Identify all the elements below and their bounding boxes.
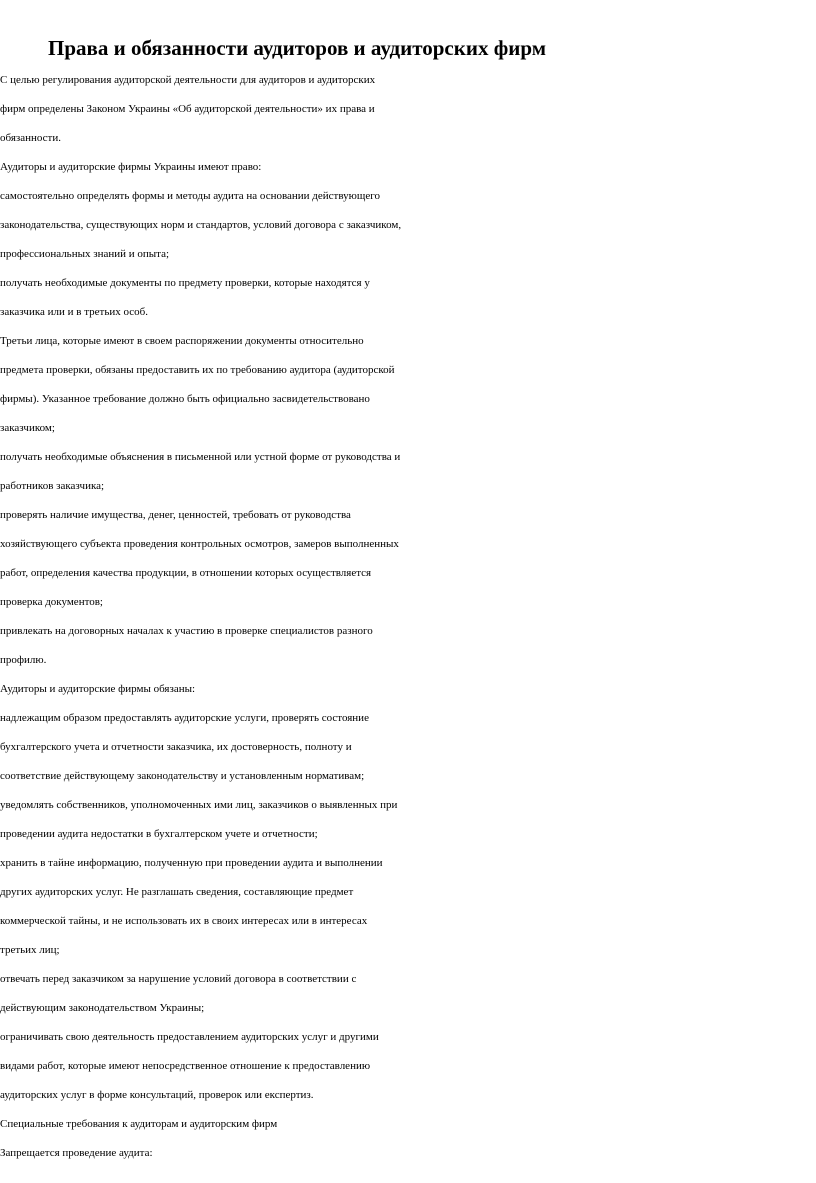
text-line: самостоятельно определять формы и методы аудита на основании действующего: [0, 190, 380, 202]
text-line: профессиональных знаний и опыта;: [0, 248, 170, 260]
text-line: надлежащим образом предоставлять аудиторские услуги, проверять состояние: [0, 712, 369, 724]
text-line: фирмы). Указанное требование должно быть официально засвидетельствовано: [0, 393, 370, 405]
text-line: Специальные требования к аудиторам и аудиторским фирм: [0, 1118, 278, 1130]
text-line: ограничивать свою деятельность предоставлением аудиторских услуг и другими: [0, 1031, 379, 1043]
text-line: фирм определены Законом Украины «Об аудиторской деятельности» их права и: [0, 103, 375, 115]
text-line: получать необходимые документы по предмету проверки, которые находятся у: [0, 277, 370, 289]
text-line: работ, определения качества продукции, в отношении которых осуществляется: [0, 567, 372, 579]
text-line: Аудиторы и аудиторские фирмы Украины имеют право:: [0, 161, 262, 173]
text-line: аудиторских услуг в форме консультаций, проверок или експертиз.: [0, 1089, 314, 1101]
text-line: видами работ, которые имеют непосредственное отношение к предоставлению: [0, 1060, 371, 1072]
text-line: проверка документов;: [0, 596, 103, 608]
text-line: привлекать на договорных началах к участию в проверке специалистов разного: [0, 625, 373, 637]
text-line: обязанности.: [0, 132, 61, 144]
text-line: действующим законодательством Украины;: [0, 1002, 205, 1014]
document-title: Права и обязанности аудиторов и аудиторских фирм: [48, 36, 547, 60]
text-line: работников заказчика;: [0, 480, 105, 492]
text-line: заказчика или и в третьих особ.: [0, 306, 149, 318]
text-line: получать необходимые объяснения в письменной или устной форме от руководства и: [0, 451, 401, 463]
text-line: коммерческой тайны, и не использовать их в своих интересах или в интересах: [0, 915, 368, 927]
text-line: хранить в тайне информацию, полученную при проведении аудита и выполнении: [0, 857, 383, 869]
text-line: Аудиторы и аудиторские фирмы обязаны:: [0, 683, 196, 695]
text-line: третьих лиц;: [0, 944, 60, 956]
text-line: заказчиком;: [0, 422, 55, 434]
text-line: проведении аудита недостатки в бухгалтерском учете и отчетности;: [0, 828, 318, 840]
text-line: хозяйствующего субъекта проведения контрольных осмотров, замеров выполненных: [0, 538, 399, 550]
document-body: [0, 66, 816, 1168]
text-line: Третьи лица, которые имеют в своем распоряжении документы относительно: [0, 335, 364, 347]
text-line: бухгалтерского учета и отчетности заказчика, их достоверность, полноту и: [0, 741, 352, 753]
text-line: других аудиторских услуг. Не разглашать сведения, составляющие предмет: [0, 886, 354, 898]
text-line: Запрещается проведение аудита:: [0, 1147, 153, 1159]
text-line: соответствие действующему законодательству и установленным нормативам;: [0, 770, 365, 782]
text-line: проверять наличие имущества, денег, ценностей, требовать от руководства: [0, 509, 351, 521]
text-line: предмета проверки, обязаны предоставить их по требованию аудитора (аудиторской: [0, 364, 395, 376]
text-line: С целью регулирования аудиторской деятельности для аудиторов и аудиторских: [0, 74, 376, 86]
text-line: профилю.: [0, 654, 47, 666]
text-line: отвечать перед заказчиком за нарушение условий договора в соответствии с: [0, 973, 357, 985]
text-line: законодательства, существующих норм и стандартов, условий договора с заказчиком,: [0, 219, 402, 231]
text-line: уведомлять собственников, уполномоченных ими лиц, заказчиков о выявленных при: [0, 799, 398, 811]
